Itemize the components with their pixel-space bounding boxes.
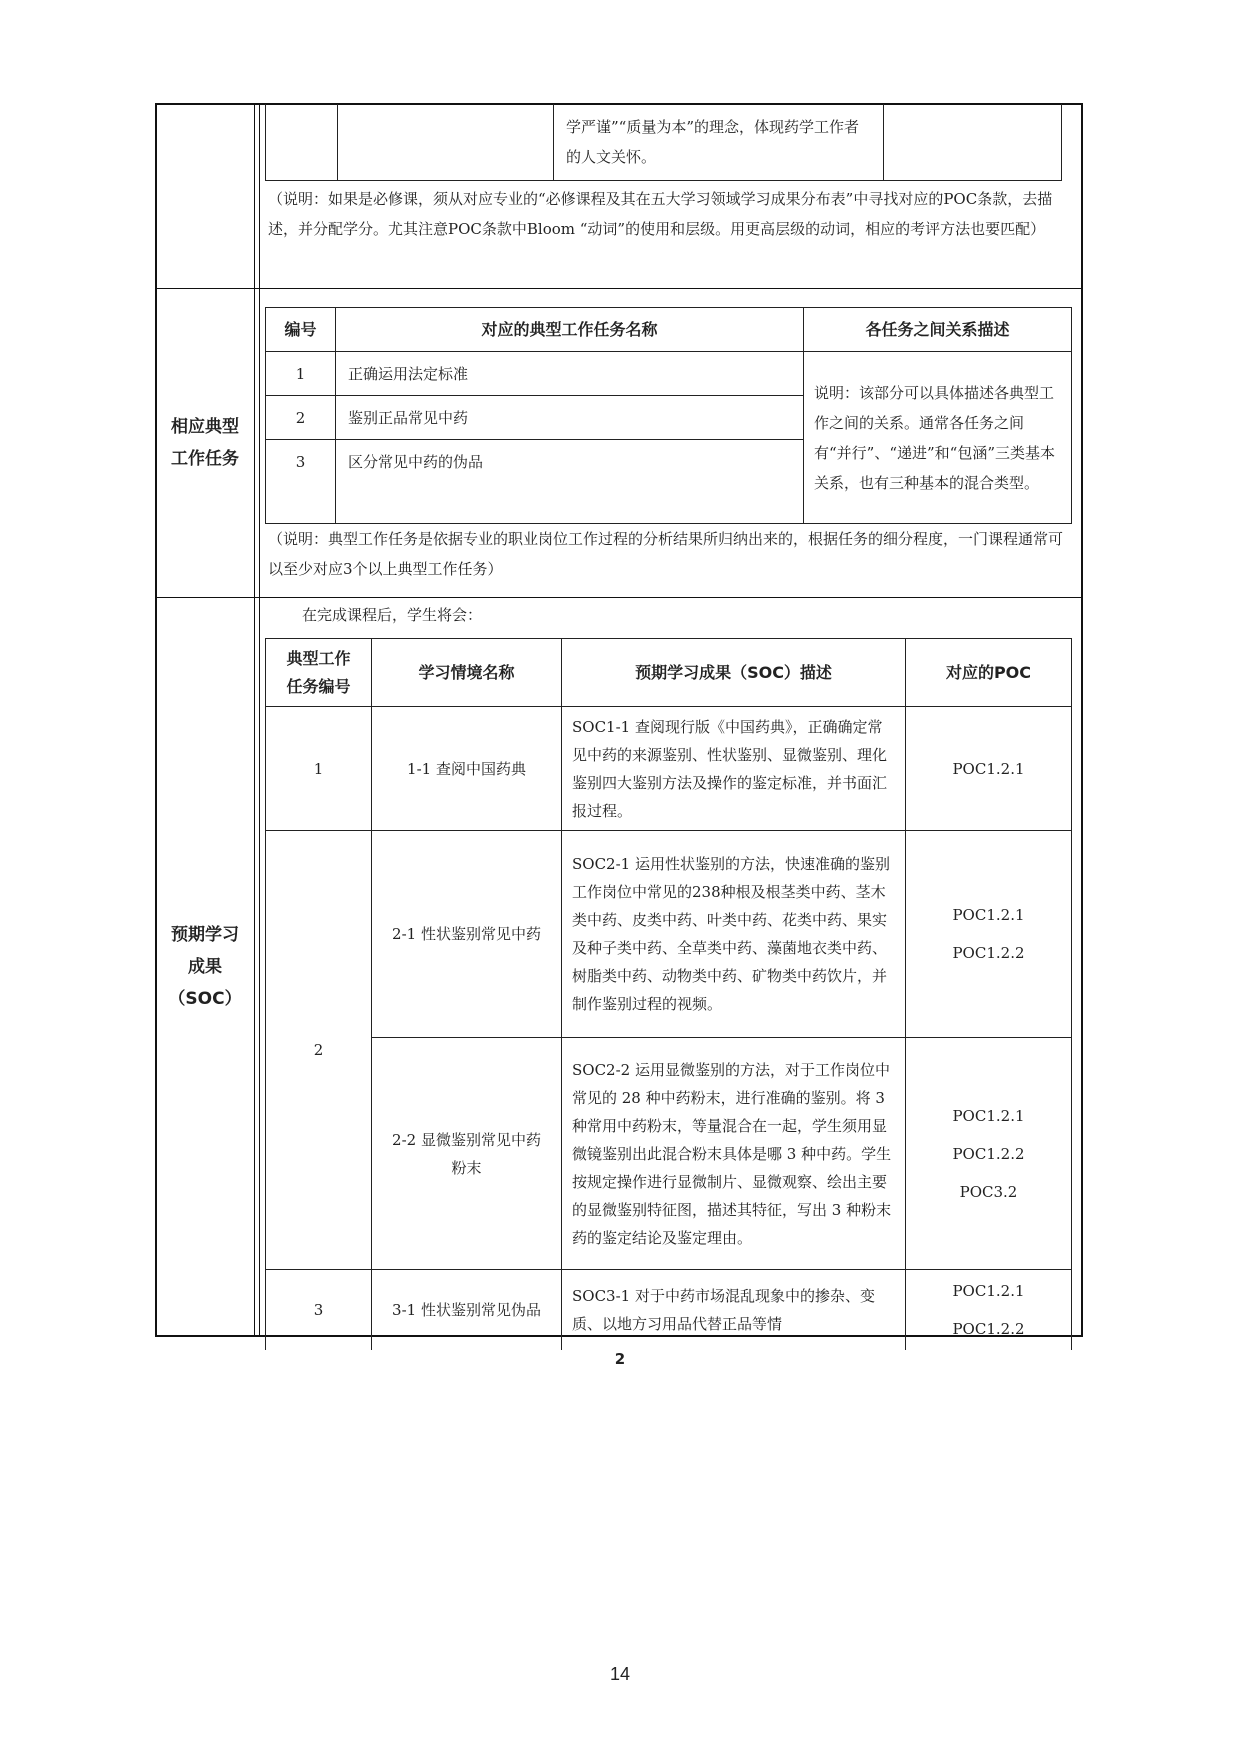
soc-table xyxy=(265,638,1072,1350)
soc-poc-code: POC1.2.2 xyxy=(952,1319,1025,1338)
soc-header-task-no: 典型工作任务编号 xyxy=(266,639,372,707)
soc-desc: SOC2-2 运用显微鉴别的方法，对于工作岗位中常见的 28 种中药粉末，进行准确的鉴别。将 3 种常用中药粉末，等量混合在一起，学生须用显微镜鉴别出此混合粉末具体是哪 3 种中药。学生按规定操作进行显微制片、显微观察、绘出主要的显微鉴别特征图，描述其特征，写出 3 种粉末药的鉴定结论及鉴定理由。 xyxy=(562,1038,906,1270)
soc-poc-cell xyxy=(906,831,1072,1038)
task-row-name: 鉴别正品常见中药 xyxy=(336,396,804,440)
tasks-header-no: 编号 xyxy=(266,308,336,352)
task-row-no: 3 xyxy=(266,440,336,524)
soc-poc-code: POC3.2 xyxy=(959,1182,1018,1201)
soc-poc-code: POC1.2.1 xyxy=(952,1281,1025,1300)
page-number: 14 xyxy=(609,1664,631,1684)
soc-poc-code: POC1.2.2 xyxy=(952,1144,1025,1163)
soc-intro: 在完成课程后，学生将会： xyxy=(302,606,483,624)
soc-poc-cell xyxy=(906,1038,1072,1270)
top-cell-blank-1 xyxy=(266,104,338,180)
section-label-soc-line1: 预期学习 xyxy=(171,925,239,945)
soc-header-desc: 预期学习成果（SOC）描述 xyxy=(562,639,906,707)
soc-context: 2-1 性状鉴别常见中药 xyxy=(372,831,562,1038)
soc-poc-code: POC1.2.1 xyxy=(952,759,1025,778)
soc-task-no: 1 xyxy=(266,707,372,831)
soc-poc-code: POC1.2.2 xyxy=(952,944,1025,962)
soc-poc-code: POC1.2.1 xyxy=(952,906,1025,924)
task-row-name: 区分常见中药的伪品 xyxy=(336,440,804,524)
task-row-no: 1 xyxy=(266,352,336,396)
soc-context: 2-2 显微鉴别常见中药粉末 xyxy=(372,1038,562,1270)
section-separator-2 xyxy=(155,597,1083,598)
soc-task-no: 2 xyxy=(266,831,372,1270)
soc-context: 1-1 查阅中国药典 xyxy=(372,707,562,831)
section-label-soc xyxy=(157,599,253,1335)
soc-context: 3-1 性状鉴别常见伪品 xyxy=(372,1270,562,1350)
top-cell-blank-3 xyxy=(884,104,1062,180)
section-separator-1 xyxy=(155,288,1083,289)
soc-desc: SOC3-1 对于中药市场混乱现象中的掺杂、变质、以地方习用品代替正品等情 xyxy=(562,1270,906,1350)
soc-task-no: 3 xyxy=(266,1270,372,1350)
tasks-header-name: 对应的典型工作任务名称 xyxy=(336,308,804,352)
tasks-header-relation: 各任务之间关系描述 xyxy=(804,308,1072,352)
soc-header-poc: 对应的POC xyxy=(906,639,1072,707)
section-label-soc-line2: 成果 xyxy=(188,957,222,977)
soc-header-context: 学习情境名称 xyxy=(372,639,562,707)
soc-poc-cell xyxy=(906,1270,1072,1350)
section-label-tasks xyxy=(157,290,253,595)
soc-desc: SOC2-1 运用性状鉴别的方法，快速准确的鉴别工作岗位中常见的238种根及根茎类中药、茎木类中药、皮类中药、叶类中药、花类中药、果实及种子类中药、全草类中药、藻菌地衣类中药、树脂类中药、动物类中药、矿物类中药饮片，并制作鉴别过程的视频。 xyxy=(562,831,906,1038)
tasks-relation-text: 说明：该部分可以具体描述各典型工作之间的关系。通常各任务之间有“并行”、“递进”和“包涵”三类基本关系，也有三种基本的混合类型。 xyxy=(804,352,1072,524)
task-row-no: 2 xyxy=(266,396,336,440)
top-outcome-table xyxy=(265,104,1062,181)
note-tasks: （说明：典型工作任务是依据专业的职业岗位工作过程的分析结果所归纳出来的，根据任务的细分程度，一门课程通常可以至少对应3个以上典型工作任务） xyxy=(268,530,1064,578)
task-row-name: 正确运用法定标准 xyxy=(336,352,804,396)
tasks-table xyxy=(265,307,1072,524)
soc-desc: SOC1-1 查阅现行版《中国药典》，正确确定常见中药的来源鉴别、性状鉴别、显微鉴别、理化鉴别四大鉴别方法及操作的鉴定标准，并书面汇报过程。 xyxy=(562,707,906,831)
top-cell-blank-2 xyxy=(338,104,554,180)
top-cell-text: 学严谨”“质量为本”的理念，体现药学工作者的人文关怀。 xyxy=(554,104,884,180)
section-label-tasks-line1: 相应典型 xyxy=(171,416,239,437)
soc-poc-code: POC1.2.1 xyxy=(952,1106,1025,1125)
soc-poc-cell xyxy=(906,707,1072,831)
section-label-soc-line3: （SOC） xyxy=(168,989,242,1009)
note-poc: （说明：如果是必修课，须从对应专业的“必修课程及其在五大学习领域学习成果分布表”中寻找对应的POC条款，去描述，并分配学分。尤其注意POC条款中Bloom “动词”的使用和层级。用更高层级的动词，相应的考评方法也要匹配） xyxy=(268,190,1053,238)
section-label-tasks-line2: 工作任务 xyxy=(171,448,239,469)
inner-page-number: 2 xyxy=(614,1350,626,1368)
